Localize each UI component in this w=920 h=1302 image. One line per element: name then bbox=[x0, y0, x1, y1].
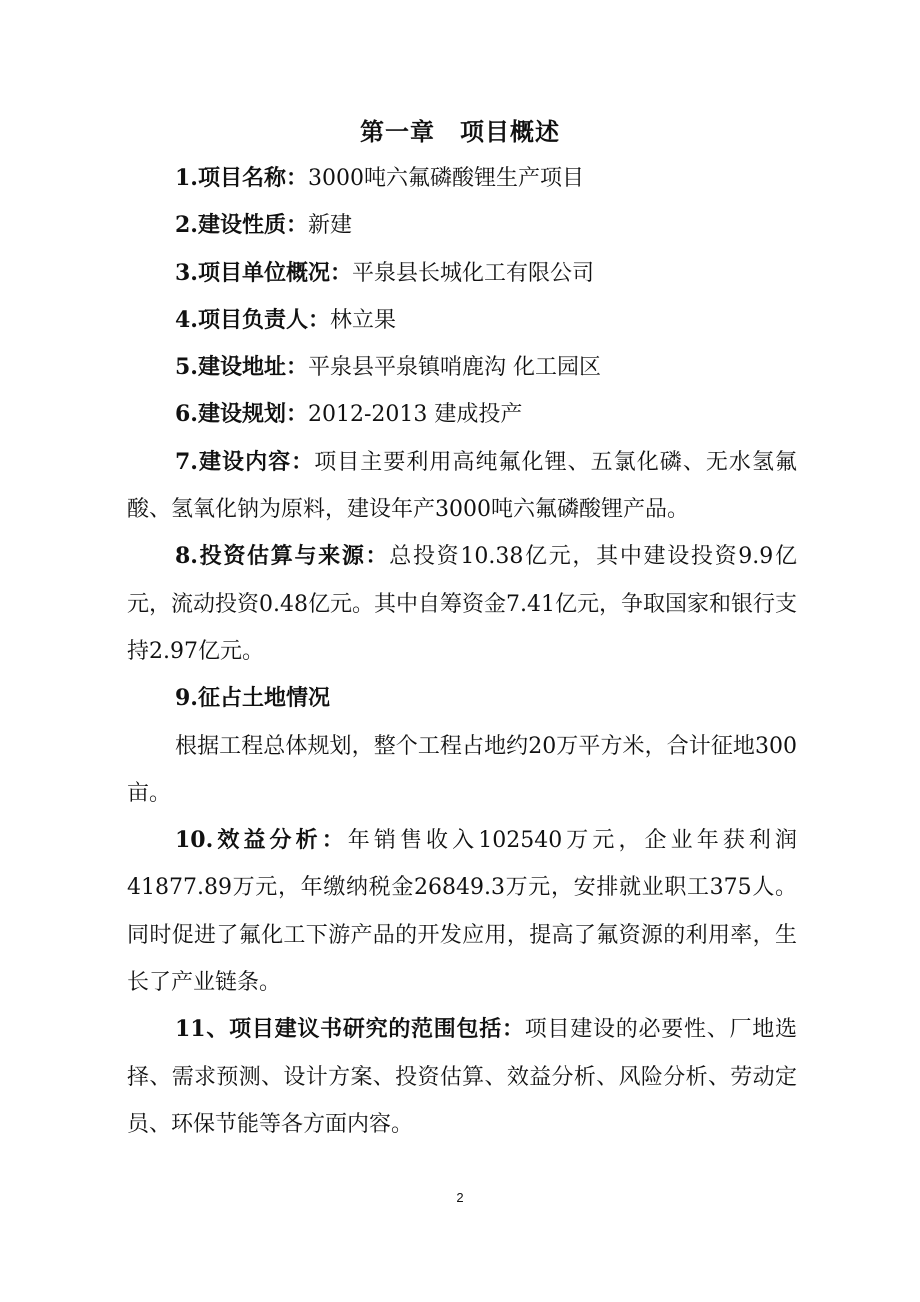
item-value: 项目建设的必要性、厂地选择、需求预测、设计方案、投资估算、效益分析、风险分析、劳动定员、环保节能等各方面内容。 bbox=[127, 1017, 797, 1137]
item-project-lead bbox=[127, 297, 797, 344]
item-label: 4.项目负责人： bbox=[175, 306, 330, 333]
item-label: 7.建设内容： bbox=[175, 448, 315, 475]
item-label: 1.项目名称： bbox=[175, 165, 308, 191]
item-value: 总投资10.38亿元，其中建设投资9.9亿元，流动投资0.48亿元。其中自筹资金7.41亿元，争取国家和银行支持2.97亿元。 bbox=[127, 544, 797, 664]
item-label: 11、项目建议书研究的范围包括： bbox=[175, 1016, 525, 1043]
item-construction-content bbox=[127, 439, 797, 534]
item-construction-nature bbox=[127, 202, 797, 249]
item-label: 3.项目单位概况： bbox=[175, 259, 352, 286]
item-value: 根据工程总体规划，整个工程占地约20万平方米，合计征地300亩。 bbox=[127, 733, 797, 806]
document-body bbox=[127, 155, 797, 1148]
item-value: 新建 bbox=[307, 213, 352, 239]
item-value: 3000吨六氟磷酸锂生产项目 bbox=[307, 166, 584, 191]
item-site-address bbox=[127, 344, 797, 391]
item-label: 5.建设地址： bbox=[175, 354, 308, 381]
item-land-use-text bbox=[127, 723, 797, 818]
item-construction-plan bbox=[127, 391, 797, 438]
item-value: 项目主要利用高纯氟化锂、五氯化磷、无水氢氟酸、氢氧化钠为原料，建设年产3000吨六氟磷酸锂产品。 bbox=[127, 449, 797, 523]
page-number: 2 bbox=[456, 1190, 464, 1205]
item-company-overview bbox=[127, 250, 797, 297]
item-label: 10.效益分析： bbox=[175, 827, 348, 854]
chapter-title: 第一章 项目概述 bbox=[360, 117, 560, 146]
item-project-name bbox=[127, 155, 797, 202]
item-land-use-heading bbox=[127, 675, 797, 722]
item-label: 6.建设规划： bbox=[175, 401, 308, 428]
item-label: 9.征占土地情况 bbox=[175, 685, 330, 712]
item-label: 8.投资估算与来源： bbox=[175, 543, 390, 570]
item-value: 2012-2013 建成投产 bbox=[307, 402, 523, 428]
item-proposal-scope bbox=[127, 1006, 797, 1148]
item-value: 平泉县平泉镇哨鹿沟 化工园区 bbox=[307, 355, 601, 381]
item-value: 年销售收入102540万元，企业年获利润41877.89万元，年缴纳税金26849.3万元，安排就业职工375人。同时促进了氟化工下游产品的开发应用，提高了氟资源的利用率，生长了产业链条。 bbox=[127, 828, 797, 996]
item-value: 平泉县长城化工有限公司 bbox=[351, 260, 594, 286]
item-value: 林立果 bbox=[329, 307, 396, 333]
item-investment bbox=[127, 533, 797, 675]
item-benefit-analysis bbox=[127, 817, 797, 1006]
item-label: 2.建设性质： bbox=[175, 212, 308, 239]
